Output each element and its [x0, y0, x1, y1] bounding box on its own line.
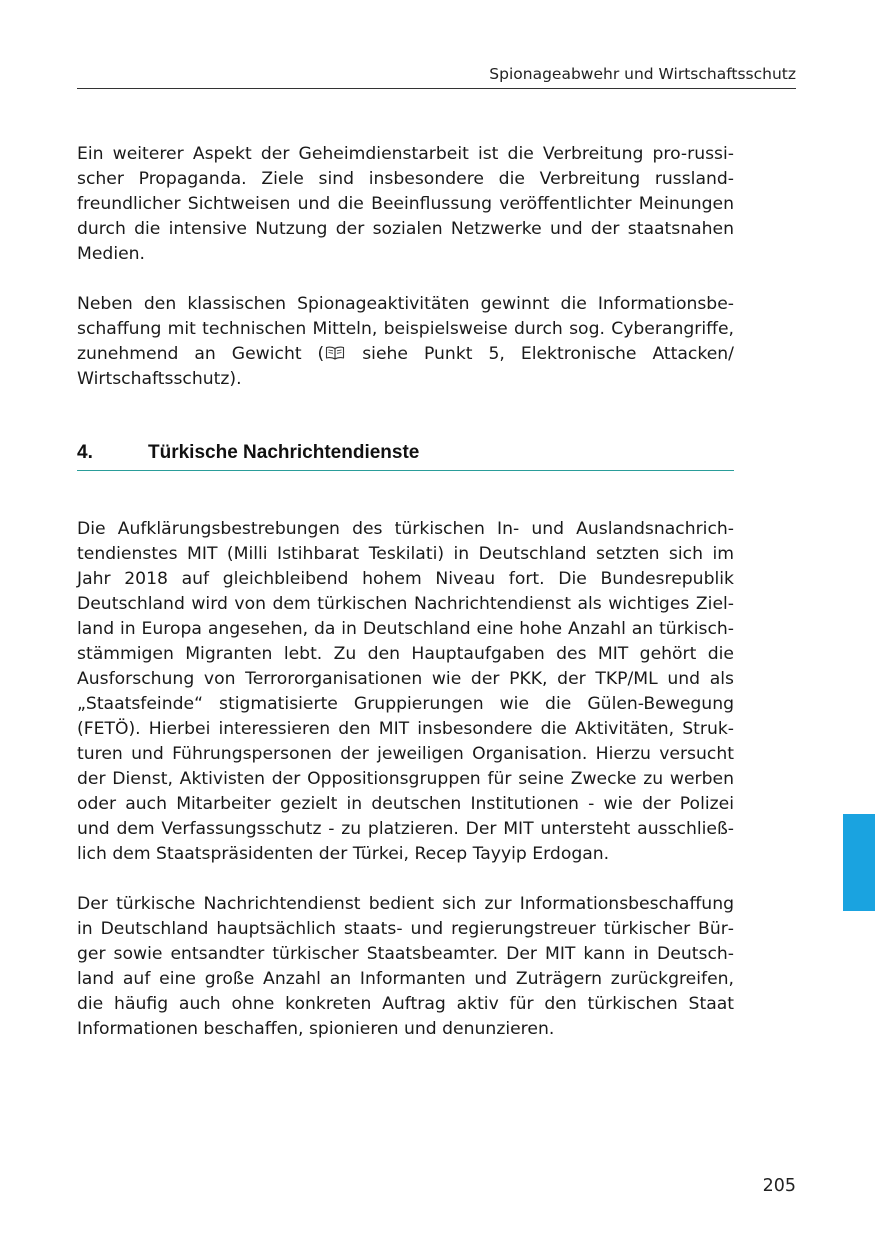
paragraph-mit-sources: Der türkische Nachrichtendienst bedient sich zur Informationsbeschaffung in Deutschland hauptsächlich staats- und regierungstreuer türkischer Bürger sowie entsandter türkischer Staatsbeamter. Der MIT kann in Deutschland auf eine große Anzahl an Informanten und Zuträgern zurückgreifen, die häufig auch ohne konkreten Auftrag aktiv für den türkischen Staat Informationen beschaffen, spionieren und denunzieren.: [77, 894, 734, 1039]
page-number: 205: [762, 1176, 796, 1196]
section-divider: [77, 470, 734, 471]
book-icon: [325, 346, 345, 360]
paragraph-mit-activities: Die Aufklärungsbestrebungen des türkischen In- und Auslandsnachrichtendienstes MIT (Milli Istihbarat Teskilati) in Deutschland setzten sich im Jahr 2018 auf gleichbleibend hohem Niveau fort. Die Bundesrepublik Deutschland wird von dem türkischen Nachrichtendienst als wichtiges Zielland in Europa angesehen, da in Deutschland eine hohe Anzahl an türkischstämmigen Migranten lebt. Zu den Hauptaufgaben des MIT gehört die Ausforschung von Terrororganisationen wie der PKK, der TKP/ML und als „Staatsfeinde“ stigmatisierte Gruppierungen wie die Gülen-Bewegung (FETÖ). Hierbei interessieren den MIT insbesondere die Aktivitäten, Strukturen und Führungspersonen der jeweiligen Organisation. Hierzu versucht der Dienst, Aktivisten der Oppositionsgruppen für seine Zwecke zu werben oder auch Mitarbeiter gezielt in deutschen Institutionen - wie der Polizei und dem Verfassungsschutz - zu platzieren. Der MIT untersteht ausschließlich dem Staatspräsidenten der Türkei, Recep Tayyip Erdogan.: [77, 519, 734, 864]
paragraph-cyber-text-end: siehe Punkt 5, Elektronische Attacken/ Wirtschaftsschutz).: [77, 344, 734, 389]
chapter-tab-marker: [843, 814, 875, 911]
section-title: Türkische Nachrichtendienste: [148, 442, 420, 463]
running-header: Spionageabwehr und Wirtschaftsschutz: [489, 65, 796, 83]
section-number: 4.: [77, 442, 93, 463]
paragraph-cyber: [77, 292, 734, 392]
header-divider: [77, 88, 796, 89]
paragraph-propaganda: Ein weiterer Aspekt der Geheimdienstarbeit ist die Verbreitung pro-russischer Propaganda. Ziele sind insbesondere die Verbreitung russlandfreundlicher Sichtweisen und die Beeinflussung veröffentlichter Meinungen durch die intensive Nutzung der sozialen Netzwerke und der staatsnahen Medien.: [77, 144, 734, 264]
section-heading: [77, 440, 734, 470]
paragraph-cyber-text-start: Neben den klassischen Spionageaktivitäten gewinnt die Informationsbeschaffung mit technischen Mitteln, beispielsweise durch sog. Cyberangriffe, zunehmend an Gewicht (: [77, 294, 734, 364]
